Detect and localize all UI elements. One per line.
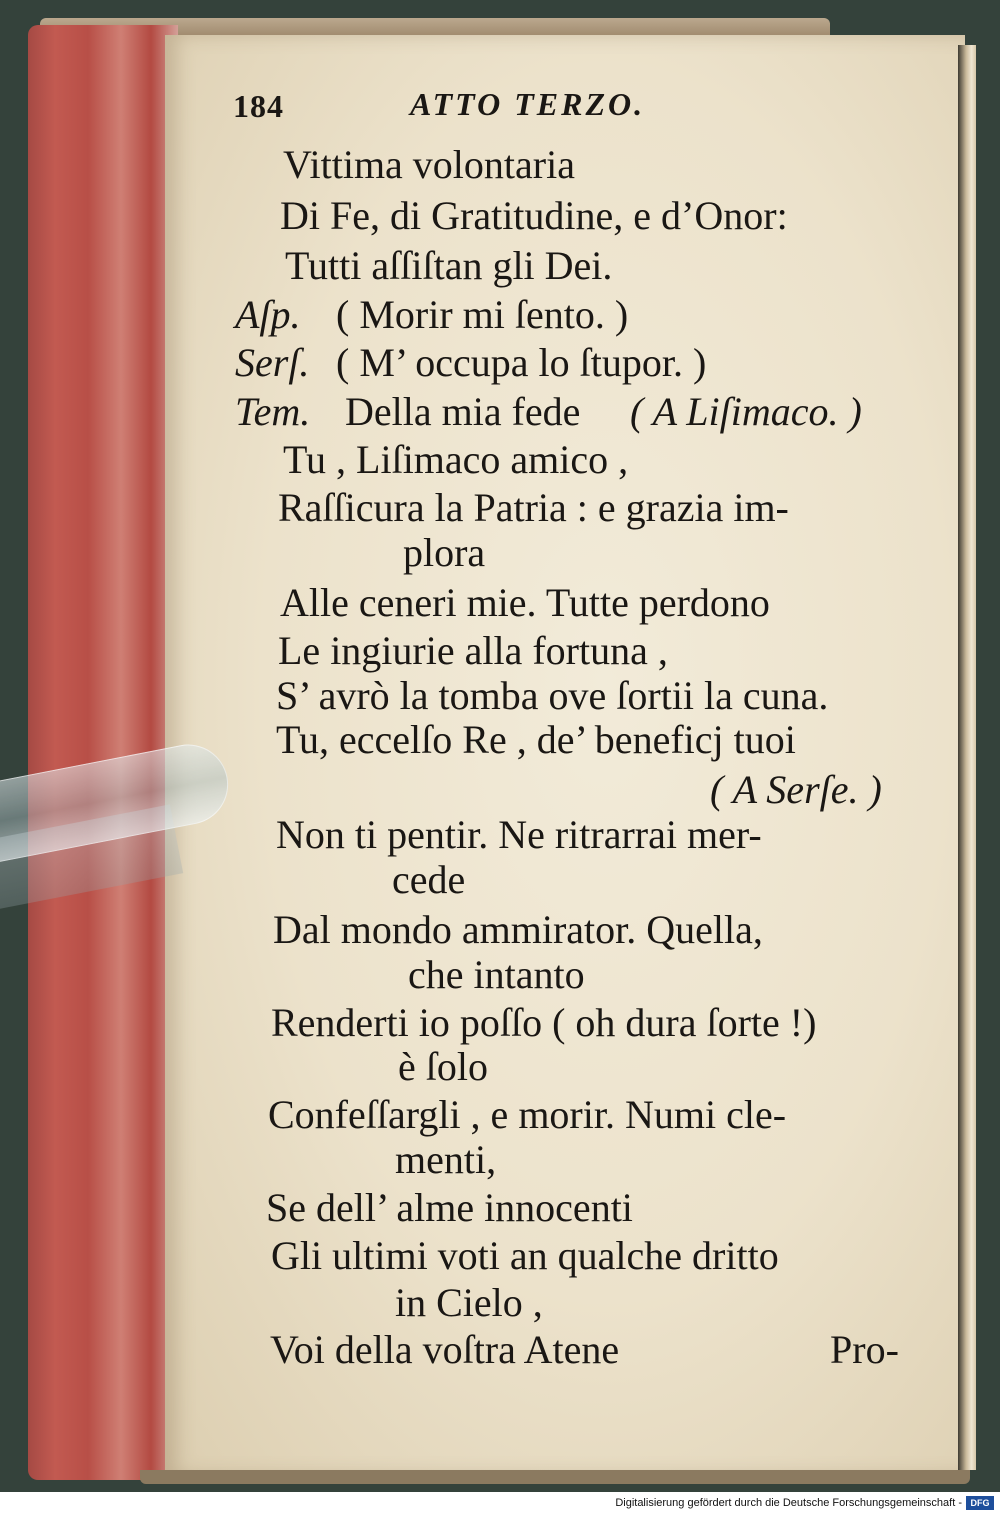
speaker-name: Serſ. xyxy=(235,340,310,385)
text-line: Confeſſargli , e morir. Numi cle- xyxy=(268,1092,787,1137)
book-gutter xyxy=(958,45,976,1470)
text-line: Non ti pentir. Ne ritrarrai mer- xyxy=(276,812,762,857)
stage-direction: ( A Serſe. ) xyxy=(710,767,882,812)
text-line: cede xyxy=(392,857,466,902)
text-line: Tutti aſſiſtan gli Dei. xyxy=(285,243,613,288)
text-line: menti, xyxy=(395,1137,497,1182)
digitization-footer xyxy=(0,1492,1000,1515)
text-line: Tu, eccelſo Re , de’ beneficj tuoi xyxy=(276,717,796,762)
text-line: Se dell’ alme innocenti xyxy=(266,1185,633,1230)
text-line: Gli ultimi voti an qualche dritto xyxy=(271,1233,779,1278)
text-line: Di Fe, di Gratitudine, e d’Onor: xyxy=(280,193,788,238)
text-line: ( Morir mi ſento. ) xyxy=(336,292,629,337)
speaker-name: Aſp. xyxy=(235,292,301,337)
text-line: Raſſicura la Patria : e grazia im- xyxy=(278,485,789,530)
dfg-logo: DFG xyxy=(966,1496,994,1510)
text-line: Della mia fede xyxy=(345,389,581,434)
speaker-name: Tem. xyxy=(235,389,311,434)
text-line: Tu , Liſimaco amico , xyxy=(283,437,629,482)
text-line: in Cielo , xyxy=(395,1280,543,1325)
text-line: plora xyxy=(403,530,486,575)
text-line: ( M’ occupa lo ſtupor. ) xyxy=(336,340,707,385)
funding-notice: Digitalisierung gefördert durch die Deutsche Forschungsgemeinschaft - xyxy=(615,1497,962,1509)
text-line: S’ avrò la tomba ove ſortii la cuna. xyxy=(276,673,829,718)
text-line: Alle ceneri mie. Tutte perdono xyxy=(280,580,770,625)
text-line: Voi della voſtra Atene xyxy=(270,1327,620,1372)
text-line: Renderti io poſſo ( oh dura ſorte !) xyxy=(271,1000,817,1045)
text-line: Le ingiurie alla fortuna , xyxy=(278,628,668,673)
text-line: è ſolo xyxy=(398,1044,488,1089)
running-title: ATTO TERZO. xyxy=(410,86,646,122)
page-number: 184 xyxy=(233,88,284,124)
text-line: che intanto xyxy=(408,952,585,997)
book-bottom-edge xyxy=(140,1470,970,1484)
text-line: Dal mondo ammirator. Quella, xyxy=(273,907,763,952)
stage-direction: ( A Liſimaco. ) xyxy=(630,389,862,434)
catchword: Pro- xyxy=(830,1327,899,1372)
text-line: Vittima volontaria xyxy=(283,142,575,187)
